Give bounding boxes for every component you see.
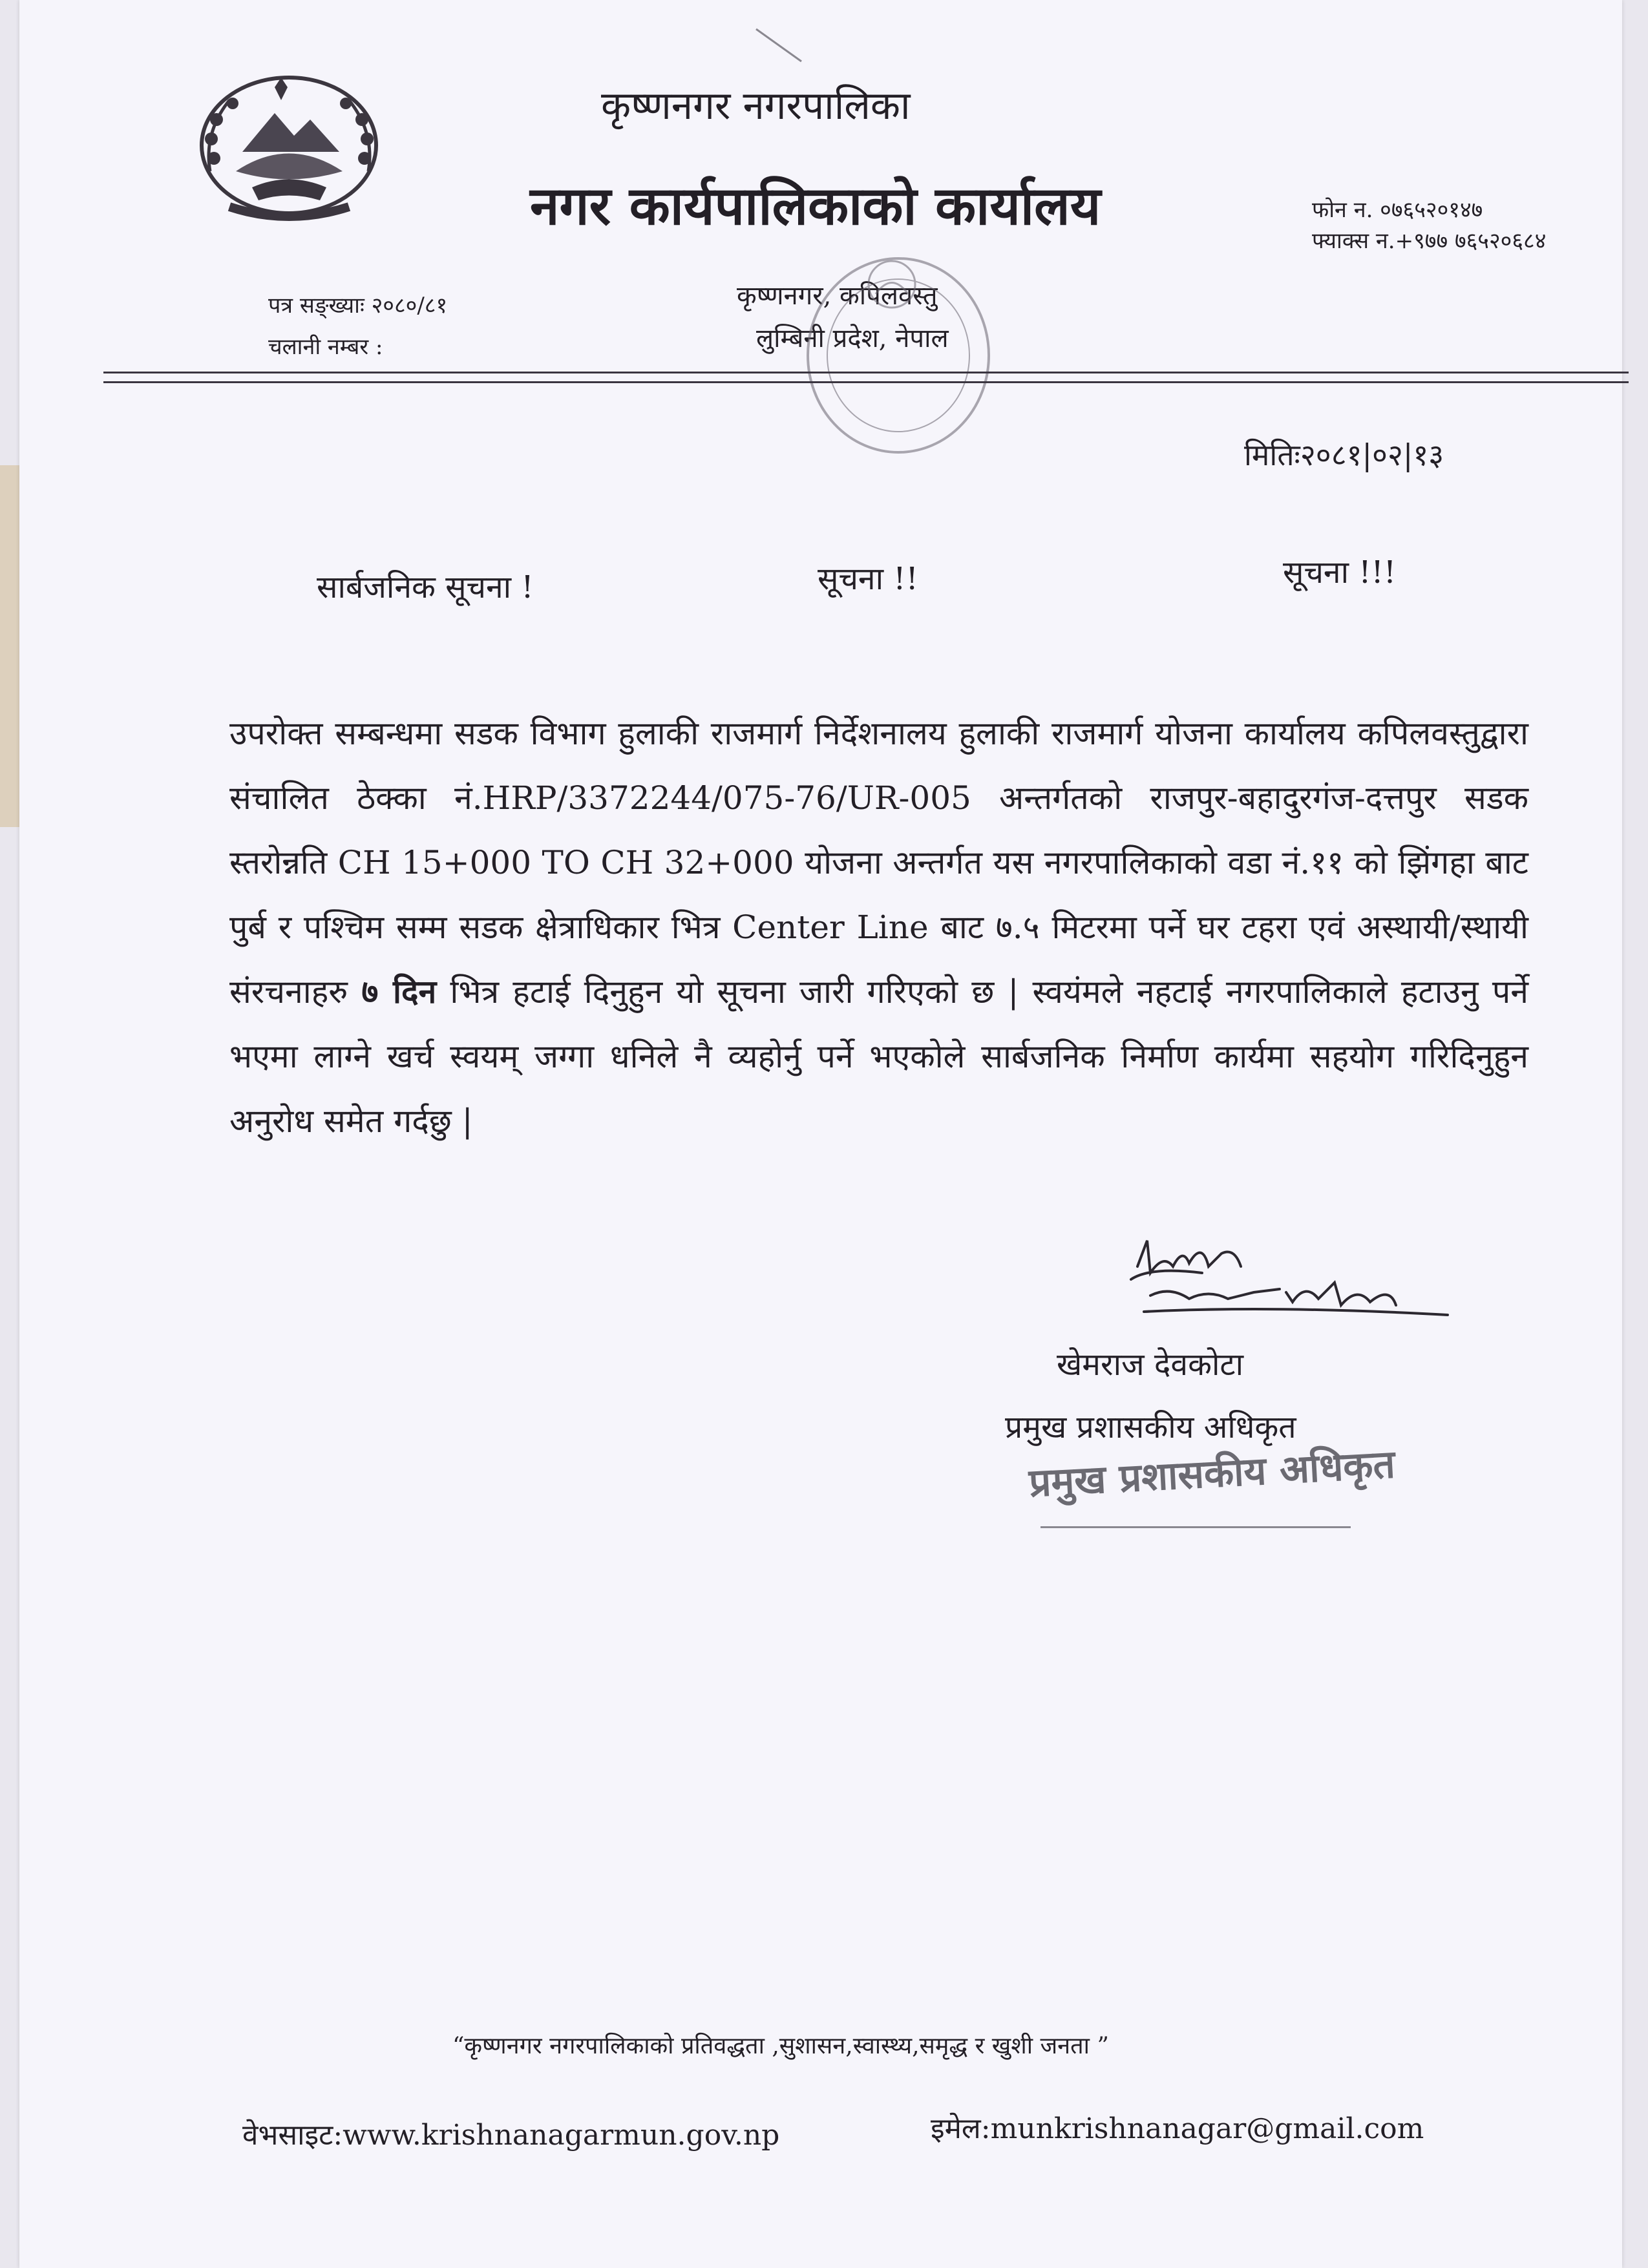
phone-number: फोन न. ०७६५२०१४७	[1312, 197, 1483, 223]
dispatch-number: चलानी नम्बर :	[268, 334, 383, 360]
notice-heading-3: सूचना !!!	[1283, 554, 1397, 591]
office-title: नगर कार्यपालिकाको कार्यालय	[530, 175, 1101, 237]
nepal-emblem-icon	[191, 74, 388, 229]
notice-deadline: ७ दिन	[361, 972, 437, 1011]
handwritten-signature	[1112, 1228, 1474, 1350]
address-line-1: कृष्णनगर, कपिलवस्तु	[737, 281, 938, 311]
designation-rubber-stamp: प्रमुख प्रशासकीय अधिकृत	[1028, 1442, 1397, 1506]
fax-number: फ्याक्स न.+९७७ ७६५२०६८४	[1312, 228, 1547, 254]
notice-body-part-1: उपरोक्त सम्बन्धमा सडक विभाग हुलाकी राजमार्ग निर्देशनालय हुलाकी राजमार्ग योजना कार्यालय कपिलवस्तुद्वारा संचालित ठेक्का नं.HRP/3372244/075-76/UR-005 अन्तर्गतको राजपुर-बहादुरगंज-दत्तपुर सडक स्तरोन्नति CH 15+000 TO CH 32+000 योजना अन्तर्गत यस नगरपालिकाको वडा नं.११ को झिंगहा बाट पुर्ब र पश्चिम सम्म सडक क्षेत्राधिकार भित्र Center Line बाट ७.५ मिटरमा पर्ने घर टहरा एवं अस्थायी/स्थायी संरचनाहरु	[229, 715, 1528, 1011]
notice-heading-public: सार्बजनिक सूचना !	[317, 569, 534, 605]
organization-name: कृष्णनगर नगरपालिका	[601, 83, 911, 129]
signatory-name: खेमराज देवकोटा	[1057, 1347, 1244, 1383]
header-divider-bottom	[103, 381, 1629, 383]
signatory-title: प्रमुख प्रशासकीय अधिकृत	[1005, 1409, 1296, 1445]
office-seal-stamp	[795, 233, 1002, 465]
underlying-paper-edge	[0, 465, 19, 827]
address-line-2: लुम्बिनी प्रदेश, नेपाल	[756, 324, 949, 353]
notice-body-part-2: भित्र हटाई दिनुहुन यो सूचना जारी गरिएको छ | स्वयंमले नहटाई नगरपालिकाले हटाउनु पर्ने भएमा लाग्ने खर्च स्वयम् जग्गा धनिले नै व्यहोर्नु पर्ने भएकोले सार्बजनिक निर्माण कार्यमा सहयोग गरिदिनुहुन अनुरोध समेत गर्दछु |	[229, 973, 1528, 1140]
notice-body	[229, 701, 1528, 1153]
footer-motto: “कृष्णनगर नगरपालिकाको प्रतिवद्धता ,सुशासन,स्वास्थ्य,समृद्ध र खुशी जनता ”	[452, 2033, 1109, 2059]
footer-website: वेभसाइट:www.krishnanagarmun.gov.np	[242, 2119, 780, 2152]
letter-sheet	[19, 0, 1622, 2268]
header-divider-top	[103, 372, 1629, 373]
staple-mark	[753, 26, 805, 65]
stamp-underline	[1041, 1526, 1351, 1528]
letter-number: पत्र सङ्ख्याः २०८०/८१	[268, 293, 448, 319]
notice-heading-2: सूचना !!	[818, 561, 918, 597]
footer-email: इमेल:munkrishnanagar@gmail.com	[931, 2112, 1424, 2145]
letter-date: मितिः२०८१|०२|१३	[1244, 437, 1444, 472]
